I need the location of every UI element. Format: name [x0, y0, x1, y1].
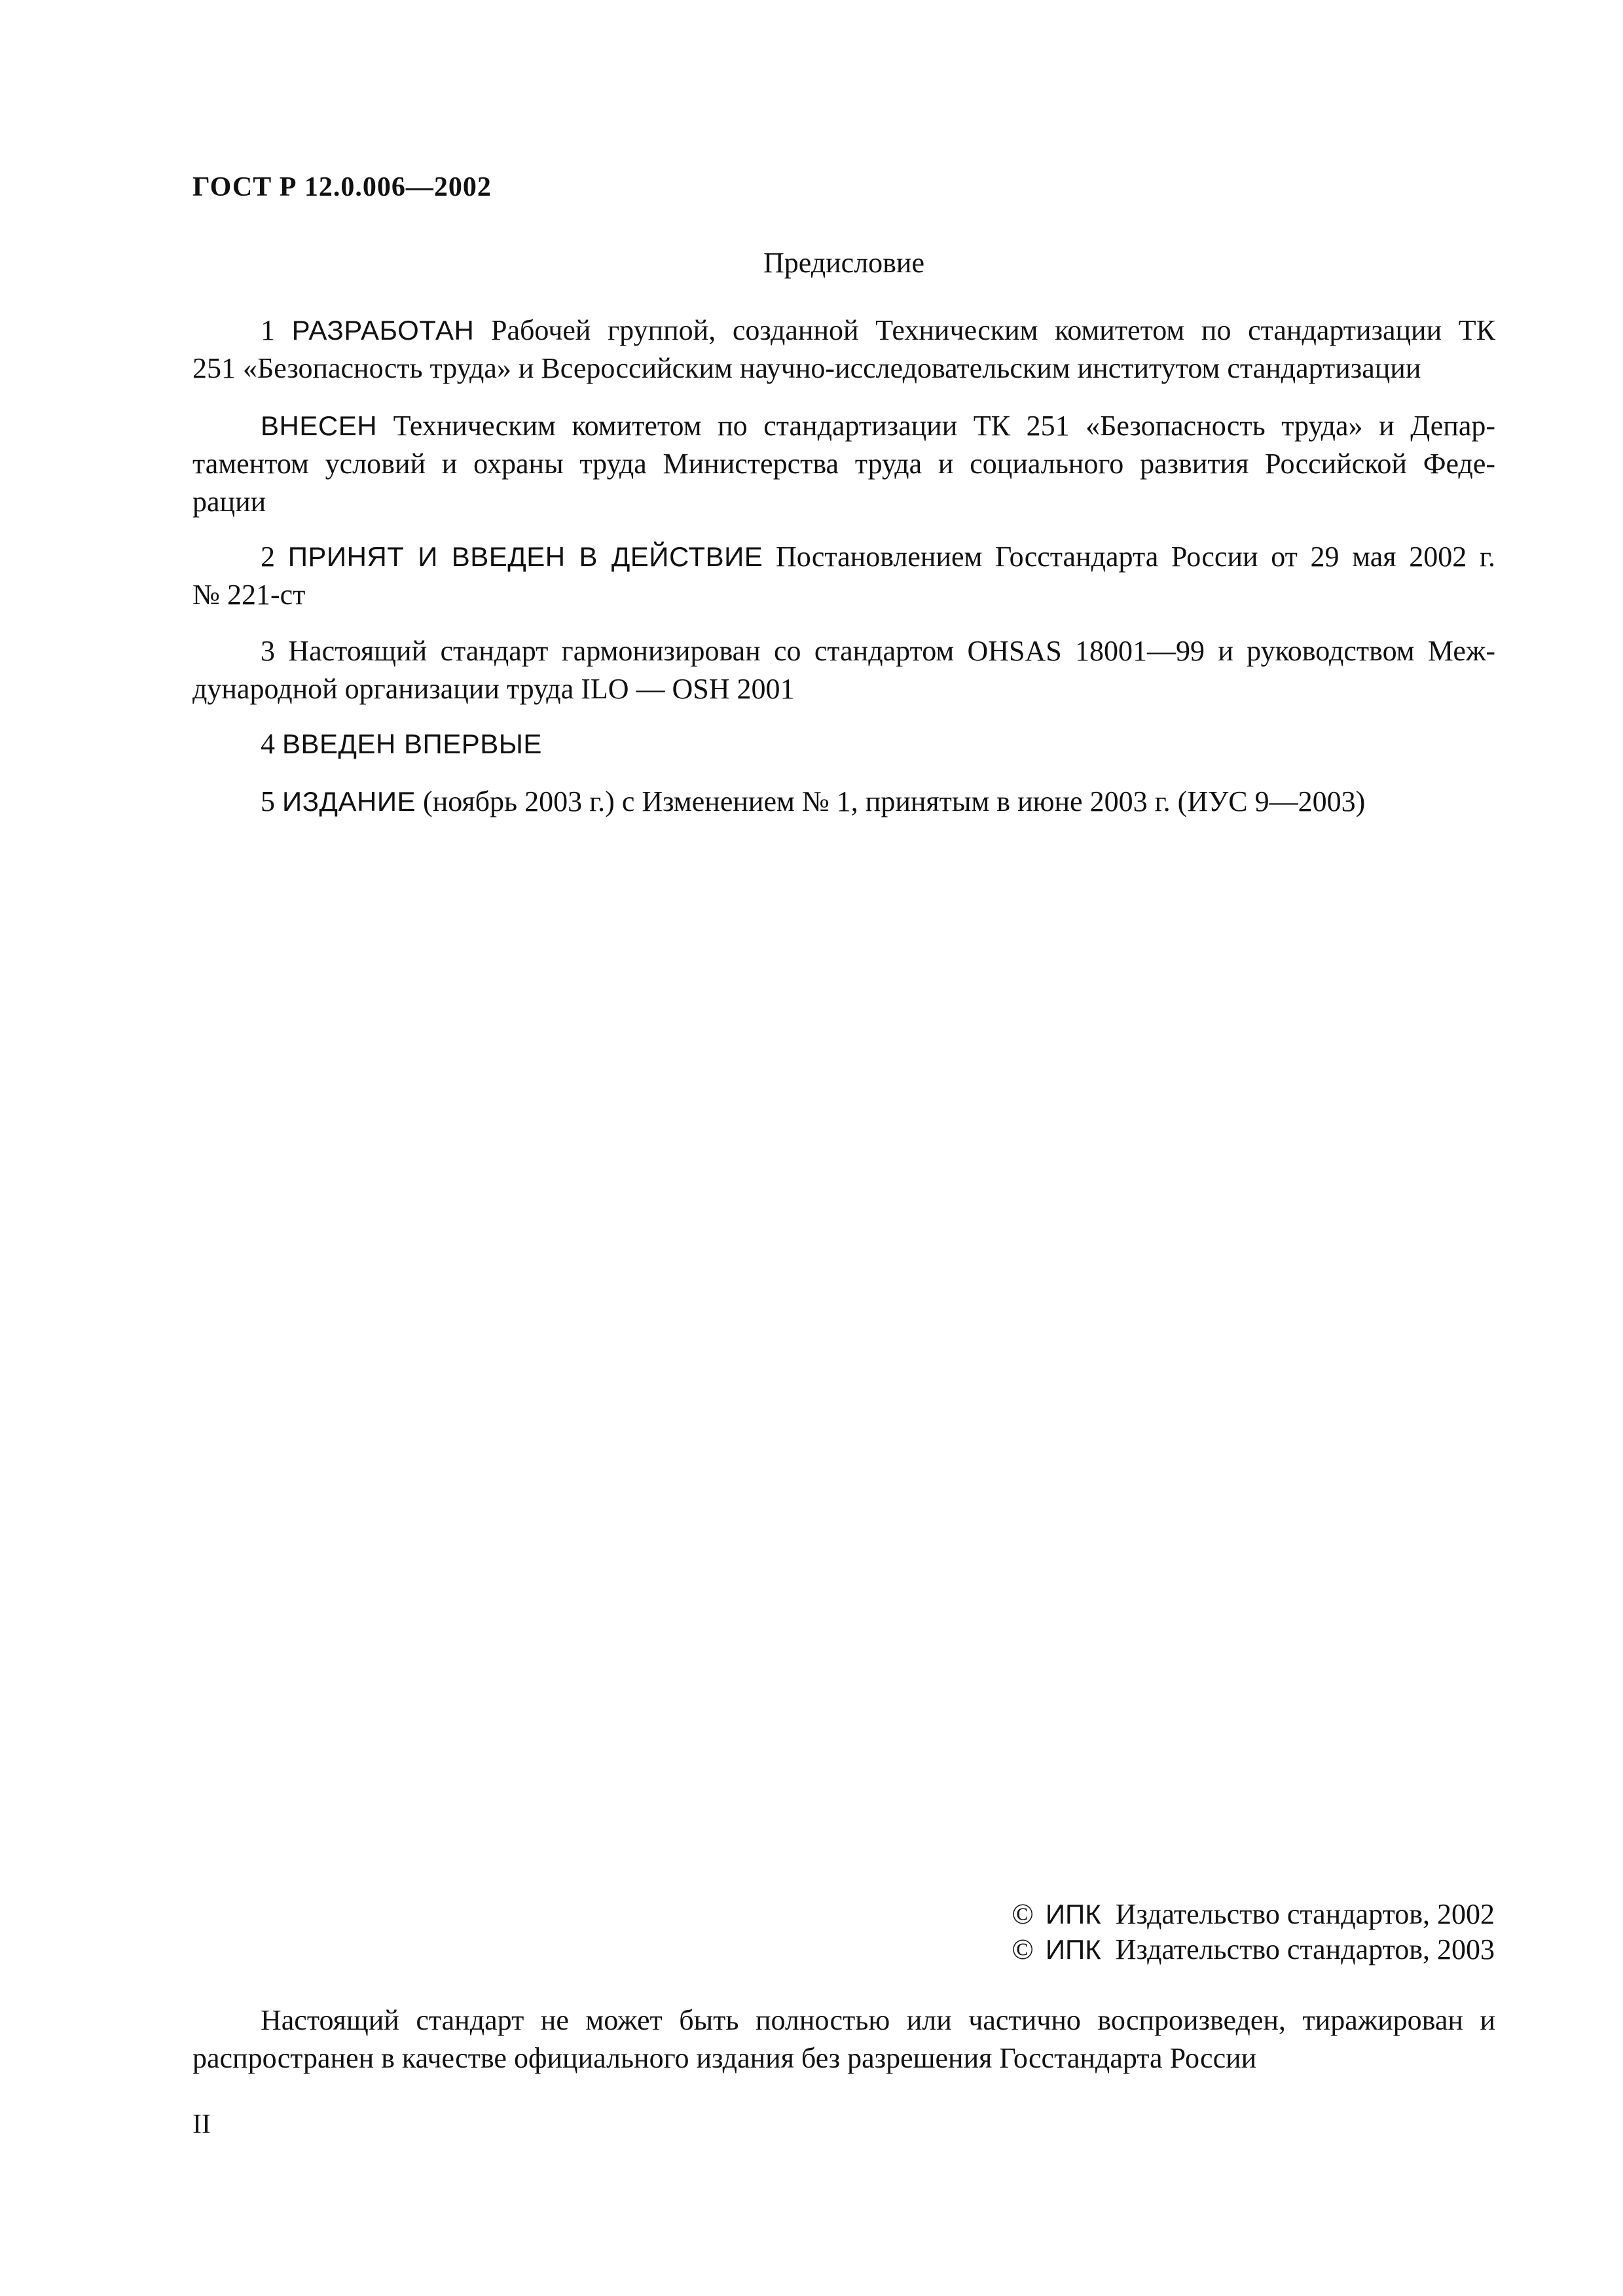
page-number: II	[192, 2109, 211, 2140]
item-text: Настоящий стандарт гармонизирован со стандартом OHSAS 18001—99 и руководством Меж-	[288, 635, 1495, 667]
item-number: 5	[261, 785, 275, 817]
preface-item-2-line-2: № 221-ст	[192, 579, 306, 611]
copyright-org: ИПК	[1045, 1934, 1101, 1965]
preface-item-4	[192, 725, 1495, 763]
item-text: Рабочей группой, созданной Техническим комитетом по стандартизации ТК	[491, 314, 1496, 346]
preface-item-2	[192, 538, 1495, 614]
item-text: Постановлением Госстандарта России от 29 мая 2002 г.	[775, 541, 1495, 573]
preface-item-submitted-line-3: рации	[192, 486, 266, 518]
preface-item-1	[192, 312, 1495, 387]
item-label: ВНЕСЕН	[261, 410, 378, 441]
reproduction-notice	[192, 2001, 1495, 2077]
preface-item-submitted	[192, 407, 1495, 521]
copyright-symbol: ©	[1012, 1898, 1034, 1930]
item-number: 3	[261, 635, 275, 667]
item-number: 2	[261, 541, 275, 573]
preface-item-3-line-2: дународной организации труда ILO — OSH 2001	[192, 673, 795, 705]
preface-item-5-line-1	[192, 783, 1495, 821]
reproduction-notice-line-1: Настоящий стандарт не может быть полностью или частично воспроизведен, тиражирован и	[261, 2004, 1495, 2036]
copyright-line-2	[1012, 1932, 1495, 1967]
document-code: ГОСТ Р 12.0.006—2002	[192, 172, 492, 202]
copyright-symbol: ©	[1012, 1933, 1034, 1965]
page-title: Предисловие	[763, 247, 924, 279]
item-text: (ноябрь 2003 г.) с Изменением № 1, принятым в июне 2003 г. (ИУС 9—2003)	[423, 785, 1366, 817]
preface-item-submitted-line-2: таментом условий и охраны труда Министерства труда и социального развития Российской Феде-	[192, 448, 1495, 480]
reproduction-notice-line-2: распространен в качестве официального издания без разрешения Госстандарта России	[192, 2042, 1257, 2074]
copyright-line-1	[1012, 1897, 1495, 1932]
item-number: 4	[261, 728, 275, 760]
item-label: ВВЕДЕН ВПЕРВЫЕ	[282, 728, 542, 759]
copyright-text: Издательство стандартов, 2003	[1115, 1933, 1495, 1965]
preface-item-5	[192, 783, 1495, 821]
preface-item-1-line-1	[192, 312, 1495, 350]
preface-item-3-line-1	[192, 632, 1495, 670]
item-label: РАЗРАБОТАН	[291, 315, 475, 346]
preface-item-1-line-2: 251 «Безопасность труда» и Всероссийским научно-исследовательским институтом стандартизации	[192, 352, 1421, 384]
preface-item-4-line-1	[192, 725, 1495, 763]
preface-item-2-line-1	[192, 538, 1495, 576]
item-label: ПРИНЯТ И ВВЕДЕН В ДЕЙСТВИЕ	[287, 541, 763, 572]
preface-item-submitted-line-1	[192, 407, 1495, 445]
preface-item-3	[192, 632, 1495, 708]
copyright-text: Издательство стандартов, 2002	[1115, 1898, 1495, 1930]
copyright-org: ИПК	[1045, 1899, 1101, 1929]
item-label: ИЗДАНИЕ	[282, 786, 416, 817]
item-number: 1	[261, 314, 275, 346]
item-text: Техническим комитетом по стандартизации ТК 251 «Безопасность труда» и Депар-	[393, 410, 1496, 442]
